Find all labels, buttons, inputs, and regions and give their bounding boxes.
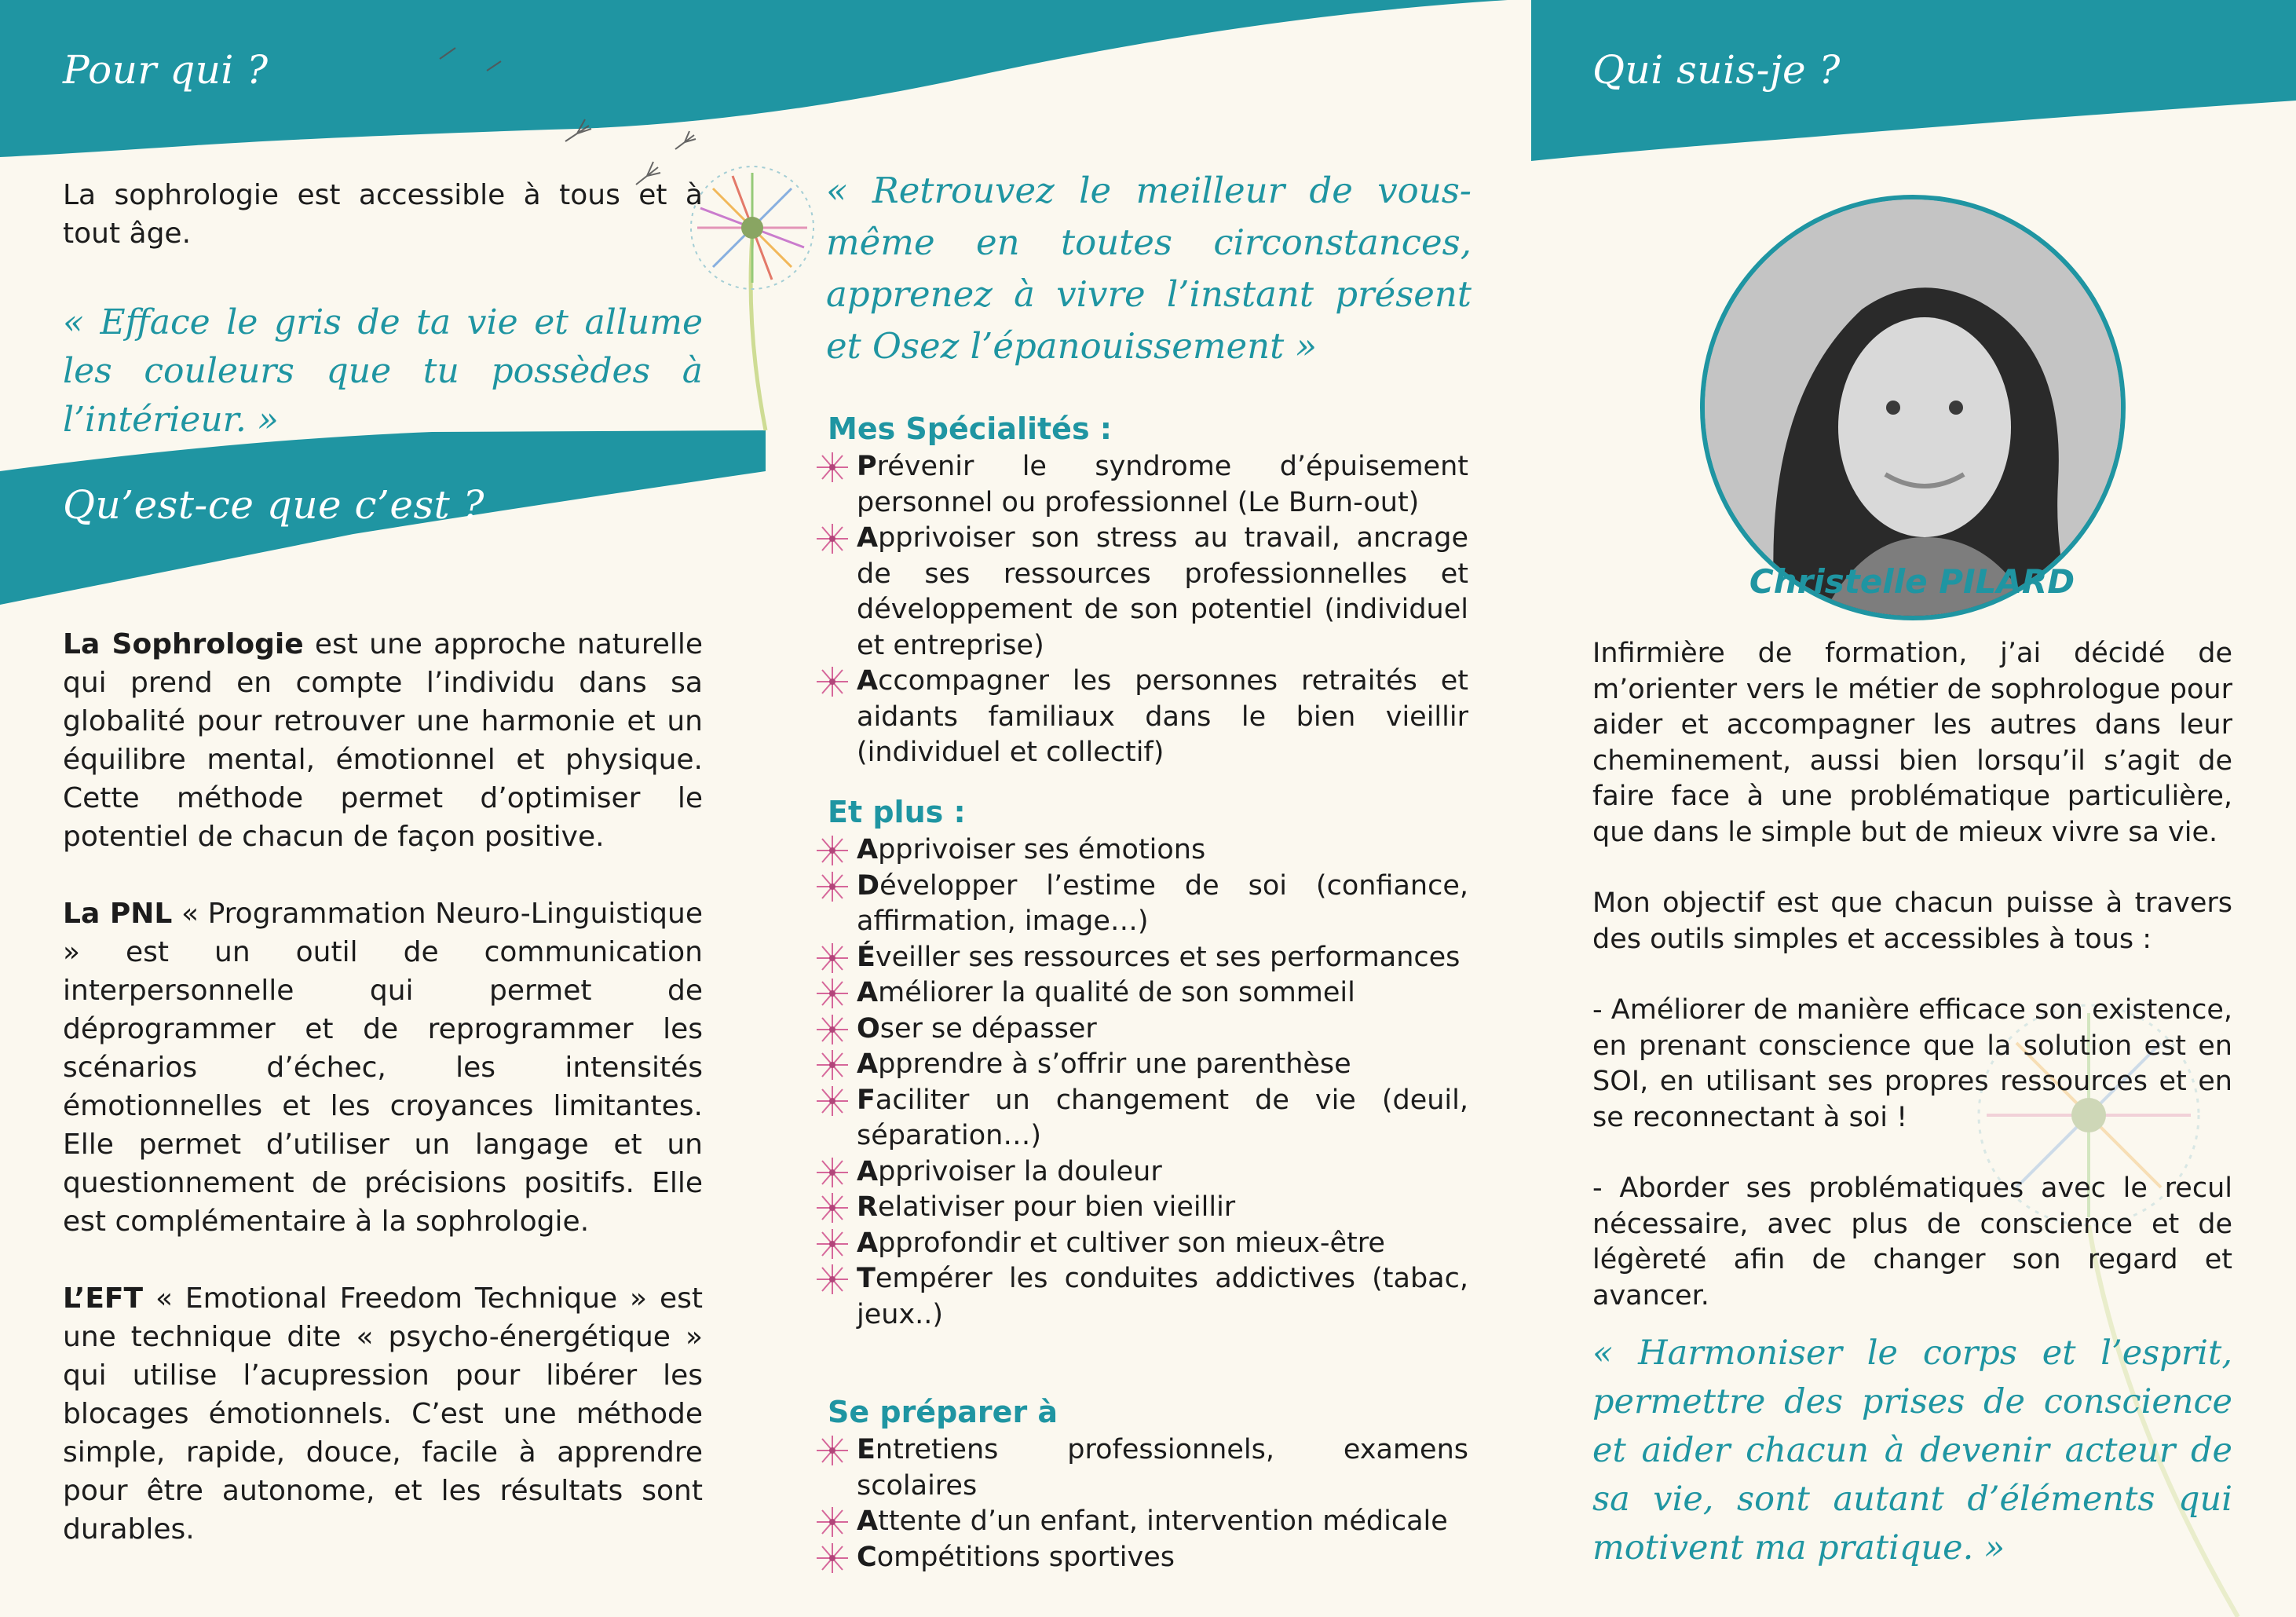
qui-suis-je-heading: Qui suis-je ? [1592, 47, 1841, 93]
list-item [813, 1540, 1468, 1576]
et-plus-heading: Et plus : [828, 795, 966, 829]
list-item-initial: A [857, 834, 879, 865]
flower-bullet-icon [813, 1263, 852, 1296]
list-item-text: révenir le syndrome d’épuisement personnel ou professionnel (Le Burn-out) [857, 451, 1468, 518]
list-item [813, 940, 1468, 976]
list-item-text: veiller ses ressources et ses performances [875, 941, 1461, 973]
list-item [813, 1083, 1468, 1154]
flower-bullet-icon [813, 522, 852, 555]
presentation-paragraph: Infirmière de formation, j’ai décidé de m’orienter vers le métier de sophrologue pour aider et accompagner les autres dans leur cheminement, aussi bien lorsqu’il s’agit de faire face à une problématique particulière, que dans le simple but de mieux vivre sa vie. [1592, 638, 2232, 848]
list-item-initial: A [857, 1227, 879, 1259]
aborder-paragraph: - Aborder ses problématiques avec le recul nécessaire, avec plus de conscience et de légèreté afin de changer son regard et avancer. [1592, 1173, 2232, 1312]
list-item-text: évelopper l’estime de soi (confiance, affirmation, image…) [857, 869, 1468, 937]
list-item [813, 1504, 1468, 1540]
list-item-initial: A [857, 977, 879, 1008]
flower-bullet-icon [813, 451, 852, 484]
list-item-text: pprofondir et cultiver son mieux-être [878, 1227, 1385, 1259]
left-description [63, 625, 703, 1587]
list-item [813, 975, 1468, 1012]
list-item-initial: D [857, 869, 880, 902]
list-item-initial: R [857, 1191, 878, 1223]
list-item-initial: F [857, 1084, 876, 1116]
list-item-text: elativiser pour bien vieillir [877, 1191, 1236, 1223]
quest-ce-que-cest-heading: Qu’est-ce que c’est ? [63, 482, 484, 528]
list-item [813, 521, 1468, 664]
list-item-initial: P [857, 451, 877, 482]
et-plus-list [813, 832, 1468, 1333]
list-item-initial: A [857, 665, 879, 697]
list-item-initial: A [857, 1155, 879, 1187]
ameliorer-paragraph: - Améliorer de manière efficace son existence, en prenant conscience que la solution est en SOI, en utilisant ses propres ressources et en se reconnectant à soi ! [1592, 994, 2232, 1133]
pnl-paragraph: La PNL « Programmation Neuro-Linguistique » est un outil de communication interpersonnelle qui permet de déprogrammer et de reprogrammer les scénarios d’échec, les intensités émotionnelles et les croyances limitantes. Elle permet d’utiliser un langage et un questionnement de précisions positifs. Elle est complémentaire à la sophrologie. [63, 898, 703, 1238]
specialites-list [813, 449, 1468, 771]
right-description [1592, 636, 2232, 1352]
list-item-text: ccompagner les personnes retraités et aidants familiaux dans le bien vieillir (individuel et collectif) [857, 665, 1468, 768]
list-item-initial: A [857, 1048, 879, 1080]
flower-bullet-icon [813, 1542, 852, 1575]
flower-bullet-icon [813, 942, 852, 975]
list-item-text: pprivoiser la douleur [878, 1155, 1162, 1187]
list-item [813, 1226, 1468, 1262]
list-item [813, 1261, 1468, 1333]
list-item [813, 449, 1468, 521]
flower-bullet-icon [813, 977, 852, 1010]
list-item-text: pprivoiser son stress au travail, ancrage de ses ressources professionnelles et développement de son potentiel (individuel et entreprise) [857, 522, 1468, 661]
eft-paragraph: L’EFT « Emotional Freedom Technique » est une technique dite « psycho-énergétique » qui utilise l’acupression pour libérer les blocages émotionnels. C’est une méthode simple, rapide, douce, facile à apprendre pour être autonome, et les résultats sont durables. [63, 1282, 703, 1546]
list-item [813, 1047, 1468, 1083]
list-item-text: ompétitions sportives [876, 1541, 1175, 1573]
flower-bullet-icon [813, 1227, 852, 1260]
pour-qui-heading: Pour qui ? [63, 47, 269, 93]
se-preparer-heading: Se préparer à [828, 1395, 1058, 1429]
list-item [813, 1012, 1468, 1048]
list-item-initial: O [857, 1012, 880, 1044]
flower-bullet-icon [813, 1156, 852, 1189]
middle-quote: « Retrouvez le meilleur de vous-même en toutes circonstances, apprenez à vivre l’instant présent et Osez l’épanouissement » [826, 170, 1472, 367]
left-quote: « Efface le gris de ta vie et allume les couleurs que tu possèdes à l’intérieur. » [63, 302, 703, 440]
flower-bullet-icon [813, 1048, 852, 1081]
flower-bullet-icon [813, 1505, 852, 1538]
list-item-text: méliorer la qualité de son sommeil [878, 977, 1355, 1008]
list-item [813, 869, 1468, 940]
list-item-text: empérer les conduites addictives (tabac, jeux..) [857, 1263, 1468, 1330]
list-item-text: ser se dépasser [879, 1012, 1097, 1044]
flower-bullet-icon [813, 1085, 852, 1118]
se-preparer-list [813, 1432, 1468, 1575]
list-item-text: pprivoiser ses émotions [878, 834, 1206, 865]
flower-bullet-icon [813, 665, 852, 698]
list-item [813, 832, 1468, 869]
list-item-initial: C [857, 1541, 877, 1573]
list-item [813, 1154, 1468, 1191]
flower-bullet-icon [813, 870, 852, 903]
list-item-text: aciliter un changement de vie (deuil, séparation…) [857, 1084, 1468, 1151]
person-name: Christelle PILARD [1749, 562, 2075, 601]
sophrologie-paragraph: La Sophrologie est une approche naturelle qui prend en compte l’individu dans sa globalité pour retrouver une harmonie et un équilibre mental, émotionnel et physique. Cette méthode permet d’optimiser le potentiel de chacun de façon positive. [63, 628, 703, 853]
list-item-initial: A [857, 522, 879, 554]
list-item-text: ntretiens professionnels, examens scolaires [857, 1434, 1468, 1502]
list-item-initial: A [857, 1505, 879, 1537]
objectif-paragraph: Mon objectif est que chacun puisse à travers des outils simples et accessibles à tous : [1592, 887, 2232, 955]
portrait-photo [1700, 195, 2126, 620]
flower-bullet-icon [813, 834, 852, 867]
list-item-initial: T [857, 1263, 876, 1294]
flower-bullet-icon [813, 1191, 852, 1224]
list-item-initial: É [857, 941, 876, 973]
list-item [813, 1432, 1468, 1504]
list-item-initial: E [857, 1434, 876, 1465]
pour-qui-text: La sophrologie est accessible à tous et à tout âge. [63, 179, 703, 250]
flower-bullet-icon [813, 1013, 852, 1046]
flower-bullet-icon [813, 1434, 852, 1467]
right-quote: « Harmoniser le corps et l’esprit, permettre des prises de conscience et aider chacun à devenir acteur de sa vie, sont autant d’éléments qui motivent ma pratique. » [1592, 1333, 2232, 1568]
specialites-heading: Mes Spécialités : [828, 412, 1113, 446]
list-item-text: pprendre à s’offrir une parenthèse [878, 1048, 1351, 1080]
list-item [813, 1190, 1468, 1226]
list-item [813, 664, 1468, 771]
list-item-text: ttente d’un enfant, intervention médicale [878, 1505, 1448, 1537]
